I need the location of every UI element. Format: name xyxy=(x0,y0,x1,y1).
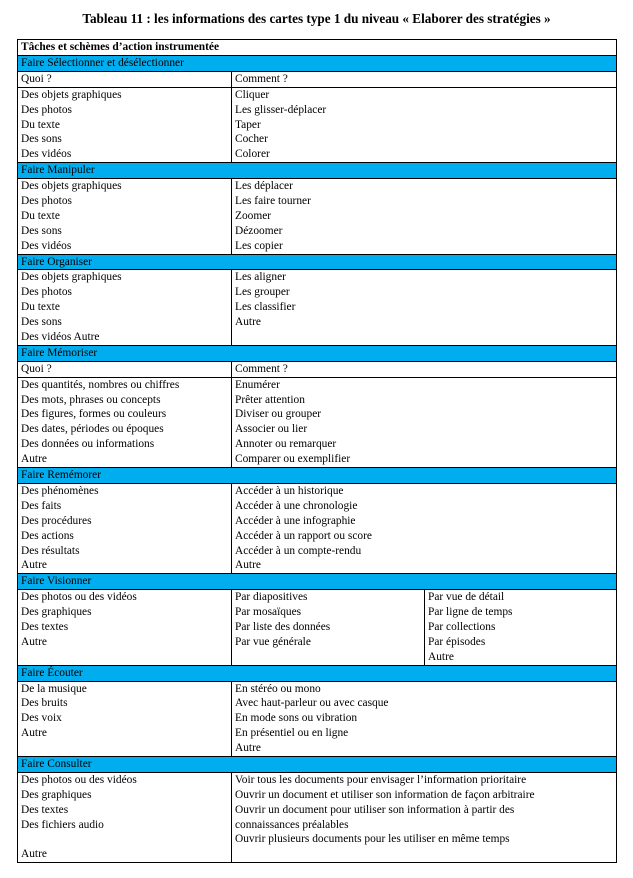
what-cell-line: Du texte xyxy=(21,118,60,131)
how-cell xyxy=(232,772,617,862)
what-cell-line: Des procédures xyxy=(21,514,92,527)
how-cell-extra-line: Autre xyxy=(428,650,454,663)
what-cell-line xyxy=(21,832,231,847)
what-cell-line: Autre xyxy=(21,559,47,572)
section-header-row xyxy=(18,55,617,71)
what-cell-line: Des graphiques xyxy=(21,788,92,801)
how-cell-line: Cocher xyxy=(235,133,268,146)
section-header-row xyxy=(18,665,617,681)
section-header-row xyxy=(18,163,617,179)
how-cell-line: En stéréo ou mono xyxy=(235,682,321,695)
how-cell-line: Accéder à un historique xyxy=(235,484,344,497)
what-cell xyxy=(18,772,232,862)
how-cell-extra xyxy=(425,590,617,665)
how-cell-line: Avec haut-parleur ou avec casque xyxy=(235,697,389,710)
comment-label: Comment ? xyxy=(232,361,617,377)
what-cell-line: Des voix xyxy=(21,712,62,725)
how-cell-line: Les déplacer xyxy=(235,180,293,193)
what-cell-line: Des mots, phrases ou concepts xyxy=(21,393,161,406)
how-cell-line: Dézoomer xyxy=(235,224,283,237)
what-cell-line: Des photos xyxy=(21,286,72,299)
what-cell-line xyxy=(21,650,231,665)
how-cell-line: Zoomer xyxy=(235,209,272,222)
section-data-row xyxy=(18,87,617,162)
what-cell-line: Des objets graphiques xyxy=(21,271,122,284)
how-cell-line: Prêter attention xyxy=(235,393,305,406)
quoi-comment-row xyxy=(18,71,617,87)
how-cell-line: Les grouper xyxy=(235,286,290,299)
what-cell-line: Des objets graphiques xyxy=(21,88,122,101)
section-title: Faire Remémorer xyxy=(18,468,617,484)
how-cell-line: Comparer ou exemplifier xyxy=(235,453,351,466)
how-cell-extra-line: Par collections xyxy=(428,620,496,633)
section-title: Faire Visionner xyxy=(18,574,617,590)
what-cell-line: Des vidéos Autre xyxy=(21,331,100,343)
what-cell-line: Des photos xyxy=(21,194,72,207)
what-cell-line: Des photos xyxy=(21,103,72,116)
what-cell xyxy=(18,590,232,665)
what-cell xyxy=(18,270,232,345)
what-cell-line: De la musique xyxy=(21,682,87,695)
how-cell xyxy=(232,483,617,573)
section-title: Faire Organiser xyxy=(18,254,617,270)
section-data-row xyxy=(18,590,617,665)
how-cell-line xyxy=(235,650,424,665)
how-cell-line: Associer ou lier xyxy=(235,423,308,436)
what-cell xyxy=(18,87,232,162)
how-cell-line: Taper xyxy=(235,118,261,131)
what-cell-line: Des vidéos xyxy=(21,239,72,252)
what-cell-line: Autre xyxy=(21,635,47,648)
what-cell xyxy=(18,483,232,573)
what-cell-line: Des actions xyxy=(21,529,74,542)
how-cell xyxy=(232,681,617,756)
quoi-label: Quoi ? xyxy=(18,361,232,377)
what-cell-line: Autre xyxy=(21,727,47,740)
how-cell-line xyxy=(235,330,616,345)
what-cell xyxy=(18,681,232,756)
how-cell-line: Par mosaïques xyxy=(235,606,302,619)
what-cell-line: Des données ou informations xyxy=(21,438,155,451)
how-cell-line: connaissances préalables xyxy=(235,818,349,831)
how-cell-line: Ouvrir un document et utiliser son information de façon arbitraire xyxy=(235,788,535,801)
how-cell-line xyxy=(235,847,616,862)
how-cell-line: Par vue générale xyxy=(235,635,311,648)
table-header-row xyxy=(18,40,617,56)
how-cell-line: En présentiel ou en ligne xyxy=(235,727,349,740)
how-cell-line: Les faire tourner xyxy=(235,194,311,207)
section-title: Faire Consulter xyxy=(18,757,617,773)
how-cell-line: Accéder à un rapport ou score xyxy=(235,529,372,542)
what-cell-line: Des photos ou des vidéos xyxy=(21,591,137,604)
what-cell-line: Des phénomènes xyxy=(21,484,99,497)
how-cell-line: Accéder à une chronologie xyxy=(235,499,358,512)
how-cell-line: En mode sons ou vibration xyxy=(235,712,358,725)
table-caption: Tableau 11 : les informations des cartes type 1 du niveau « Elaborer des stratégies » xyxy=(82,11,551,26)
how-cell-line: Autre xyxy=(235,559,261,572)
what-cell-line: Du texte xyxy=(21,209,60,222)
what-cell-line: Des bruits xyxy=(21,697,68,710)
what-cell-line: Des textes xyxy=(21,803,69,816)
what-cell-line: Autre xyxy=(21,453,47,466)
how-cell-extra-line: Par vue de détail xyxy=(428,591,505,604)
how-cell-line: Voir tous les documents pour envisager l’information prioritaire xyxy=(235,773,527,786)
section-header-row xyxy=(18,757,617,773)
what-cell xyxy=(18,179,232,254)
how-cell-line: Accéder à une infographie xyxy=(235,514,356,527)
section-data-row xyxy=(18,772,617,862)
how-cell xyxy=(232,179,617,254)
what-cell-line: Des objets graphiques xyxy=(21,180,122,193)
what-cell-line: Des quantités, nombres ou chiffres xyxy=(21,378,180,391)
section-data-row xyxy=(18,377,617,467)
section-header-row xyxy=(18,345,617,361)
how-cell-line: Par diapositives xyxy=(235,591,308,604)
table-header: Tâches et schèmes d’action instrumentée xyxy=(18,40,617,56)
how-cell-line: Enumérer xyxy=(235,378,280,391)
how-cell-line: Colorer xyxy=(235,148,270,161)
section-title: Faire Manipuler xyxy=(18,163,617,179)
how-cell-line: Cliquer xyxy=(235,88,270,101)
section-data-row xyxy=(18,681,617,756)
what-cell-line: Des sons xyxy=(21,224,62,237)
how-cell-line: Les copier xyxy=(235,239,283,252)
what-cell-line: Des dates, périodes ou époques xyxy=(21,423,164,436)
what-cell-line: Des textes xyxy=(21,620,69,633)
how-cell-line: Les classifier xyxy=(235,301,296,314)
how-cell xyxy=(232,590,425,665)
section-title: Faire Sélectionner et désélectionner xyxy=(18,55,617,71)
what-cell-line: Des résultats xyxy=(21,544,80,557)
how-cell-line: Ouvrir plusieurs documents pour les utiliser en même temps xyxy=(235,833,510,846)
what-cell-line: Des vidéos xyxy=(21,148,72,161)
what-cell-line: Des fichiers audio xyxy=(21,818,104,831)
comment-label: Comment ? xyxy=(232,71,617,87)
what-cell-line: Du texte xyxy=(21,301,60,314)
how-cell-extra-line: Par épisodes xyxy=(428,635,486,648)
how-cell-line: Par liste des données xyxy=(235,620,331,633)
what-cell-line xyxy=(21,741,231,756)
how-cell-line: Annoter ou remarquer xyxy=(235,438,337,451)
section-header-row xyxy=(18,574,617,590)
how-cell-line: Les aligner xyxy=(235,271,286,284)
how-cell-extra-line: Par ligne de temps xyxy=(428,606,513,619)
section-title: Faire Écouter xyxy=(18,665,617,681)
what-cell-line: Des sons xyxy=(21,316,62,329)
how-cell xyxy=(232,87,617,162)
section-data-row xyxy=(18,483,617,573)
how-cell xyxy=(232,270,617,345)
quoi-comment-row xyxy=(18,361,617,377)
what-cell-line: Des sons xyxy=(21,133,62,146)
how-cell xyxy=(232,377,617,467)
how-cell-line: Autre xyxy=(235,742,261,755)
section-header-row xyxy=(18,468,617,484)
what-cell-line: Autre xyxy=(21,848,47,861)
how-cell-line: Autre xyxy=(235,316,261,329)
what-cell xyxy=(18,377,232,467)
how-cell-line: Diviser ou grouper xyxy=(235,408,322,421)
what-cell-line: Des figures, formes ou couleurs xyxy=(21,408,167,421)
section-title: Faire Mémoriser xyxy=(18,345,617,361)
section-data-row xyxy=(18,270,617,345)
how-cell-line: Les glisser-déplacer xyxy=(235,103,327,116)
what-cell-line: Des photos ou des vidéos xyxy=(21,773,137,786)
what-cell-line: Des faits xyxy=(21,499,62,512)
section-data-row xyxy=(18,179,617,254)
section-header-row xyxy=(18,254,617,270)
strategy-table xyxy=(17,39,617,863)
what-cell-line: Des graphiques xyxy=(21,606,92,619)
how-cell-line: Ouvrir un document pour utiliser son information à partir des xyxy=(235,803,515,816)
how-cell-line: Accéder à un compte-rendu xyxy=(235,544,362,557)
quoi-label: Quoi ? xyxy=(18,71,232,87)
